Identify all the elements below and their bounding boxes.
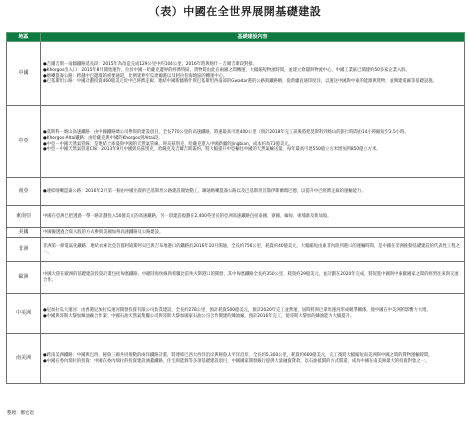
content-item: ●連結喀喇崑崙公路：2016年2月第一個由中國出資的巴基斯坦公路建設開始動工，聯通喀喇崑崙公路以及巴基斯坦首都伊斯蘭瑪巴德，以提升中巴經濟走廊的運輸能力。 [43, 188, 366, 194]
table-body [7, 42, 465, 384]
content-item: ●中亞－中國天然氣管線：是連結土庫曼與中國的天然氣管線，經烏茲別克、哈薩克進入中國新疆的Jingbian，成本約為73億美元。 [43, 141, 293, 147]
content-cell [41, 106, 465, 178]
content-cell [41, 206, 465, 228]
infrastructure-table [6, 32, 465, 384]
content-item: ●喀喇崑崙公路：跨越中巴邊境的重要通道，比例延伸至瓜達爾港以及阿拉伯海地區的轉運中心。 [43, 73, 228, 79]
content-cell [41, 228, 465, 238]
content-item: ●Khorgos-Altai鐵路：由哈薩克與中國的Khorgos到Altai段。 [43, 135, 163, 141]
content-item: ●Khorgos出入口：2015年8月開始運作，位於中國－哈薩克邊界的經濟特區，貨物將由此在兩國之間轉運，大幅縮短物流時間，並建立倉儲與物流中心，中國工業區已開建約50多家企業入駐。 [43, 67, 410, 73]
header-region: 地區 [7, 33, 41, 42]
region-cell: 美國 [7, 228, 41, 238]
table-row [7, 334, 465, 384]
content-item: ●中國在委內瑞拉的投資：中國在委內瑞拉的投資建設涵蓋鐵路、住宅與能源等多項基礎建設項目，中國國家開發銀行提供大量融資貸款，以石油抵償的方式償還，成為中國在南美洲最大的投資對象之一。 [43, 358, 430, 364]
content-cell [41, 42, 465, 106]
table-row [7, 238, 465, 262]
content-item: 中國大陸在歐洲的基礎建設投資計畫包括匈塞鐵路、中歐陸海快線與希臘比雷埃夫斯港口的開發，其中匈塞鐵路全長約350公里，耗資約29億美元，並計劃在2020年完成，將促進中國與中東歐國家之間的經貿往來與交流合作。 [43, 271, 459, 283]
content-item: ●中國與哥斯大黎加煉油廠合作案：中國石油天然氣集團公司與哥斯大黎加國家石油公司合作興建的煉油廠，預計2016年完工，使哥斯大黎加的煉油能力大幅提升。 [43, 313, 355, 319]
content-cell [41, 238, 465, 262]
region-cell: 中亞 [7, 106, 41, 178]
region-cell: 東南亞 [7, 206, 41, 228]
document-page [0, 5, 470, 428]
content-item: ●尼加拉瓜大運河：由香港尼加拉瓜運河開發投資有限公司負責建設，全長約278公里，預計耗資500億美元，預計2020年完工並營運，屆時將與巴拿馬運河形成競爭關係，使中國在中美洲的影響力大增。 [43, 307, 431, 313]
content-item: ●莫斯科－喀山高速鐵路：由中國鐵路總公司參與的建設項目，全長770公里的高速鐵路，時速最高可達400公里（預計2018年完工前後將把莫斯科到喀山的旅行時間由14小時縮短至3.5小時。 [43, 129, 409, 135]
region-cell: 中國 [7, 42, 41, 106]
content-item: 中國在亞洲已把透過一帶一路計劃投入50億美元的高速鐵路，另一項建設規劃在2,400英里長的亞洲高速鐵路包括泰國、寮國、緬甸、柬埔寨及新加坡。 [43, 213, 332, 219]
content-cell [41, 294, 465, 334]
region-cell: 歐洲 [7, 262, 41, 294]
content-item: ●巴基斯坦公路：中國計劃投資460億美元於中巴經濟走廊，連結中國新疆喀什與巴基斯坦西南部的Gwadar港的公路與鐵路網，從新疆直通印度洋，以運送中國與中東的能源與貨物，並興建電廠等基礎設施。 [43, 79, 437, 85]
region-cell: 非洲 [7, 238, 41, 262]
content-item: ●吉爾吉斯－南疆鐵路延長段：2015年為改造完成129公里中約104公里；2016年將與喀什－吉爾吉斯段對接。 [43, 61, 257, 67]
region-cell: 南亞 [7, 178, 41, 206]
table-row [7, 294, 465, 334]
table-row [7, 206, 465, 228]
content-item: 非洲第一條電氣化鐵路：連結衣索比亞首都阿迪斯阿貝巴與吉布地港口的鐵路於2016年10月開通，全長約756公里，耗資約40億美元，大幅縮短由東非內陸到港口的運輸時間，是中國在非洲推動基礎建設的代表性工程之一。 [43, 243, 460, 255]
content-cell [41, 178, 465, 206]
table-row [7, 262, 465, 294]
table-row [7, 42, 465, 106]
content-item: ●中亞－中國天然氣管道C線：2013年9月中國與烏茲別克、哈薩克及吉爾吉斯簽約，將大幅提升中亞輸往中國的天然氣輸送量，每年最高可達550億立方米增加到850億立方米。 [43, 147, 381, 153]
content-item: 中國擬透過合資入股的方式參與美國加州高速鐵路及公路建設。 [43, 229, 164, 235]
content-item: ●跨南美洲鐵路：中國與巴西、秘魯三國共同推動的兩洋鐵路計畫，將連結巴西大西洋沿岸與秘魯太平洋沿岸，全長約5,300公里，耗資約600億美元，完工後將大幅縮短南美洲與中國之間的貨物運輸時間。 [43, 352, 433, 358]
table-row [7, 106, 465, 178]
content-cell [41, 334, 465, 384]
region-cell: 南美洲 [7, 334, 41, 384]
table-row [7, 178, 465, 206]
table-header-row [7, 33, 465, 42]
credit-line: 整理：鄭宏恩 [7, 411, 34, 416]
content-cell [41, 262, 465, 294]
table-row [7, 228, 465, 238]
region-cell: 中美洲 [7, 294, 41, 334]
table-title: （表）中國在全世界展開基礎建設 [148, 5, 322, 18]
header-content: 基礎建設內容 [41, 33, 465, 42]
